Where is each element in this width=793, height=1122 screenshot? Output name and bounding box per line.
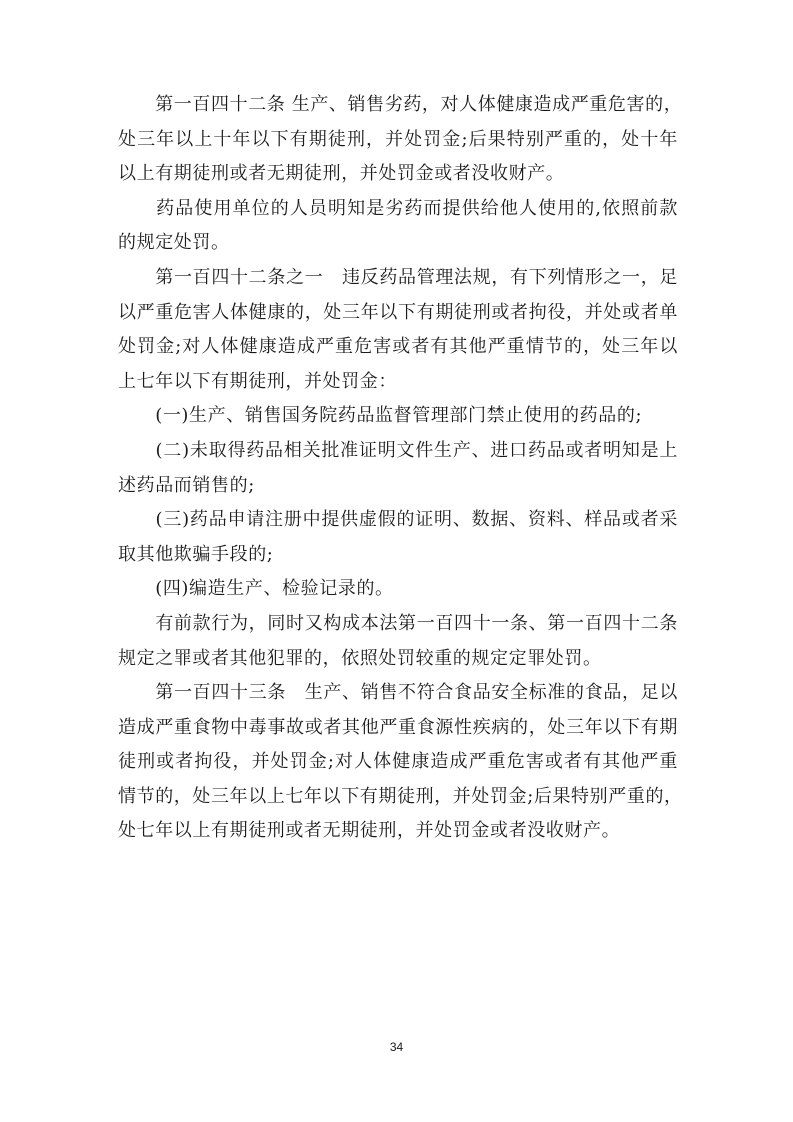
text-line: (四)编造生产、检验记录的。 [118,578,394,600]
text-line: (二)未取得药品相关批准证明文件生产、进口药品或者明知是上 [118,439,678,461]
text-line: 处罚金;对人体健康造成严重危害或者有其他严重情节的，处三年以 [118,336,678,358]
text-line: (一)生产、销售国务院药品监督管理部门禁止使用的药品的; [118,405,643,427]
text-line: 第一百四十二条之一 违反药品管理法规，有下列情形之一，足 [118,266,678,288]
page-number: 34 [389,1040,404,1054]
text-line: 规定之罪或者其他犯罪的，依照处罚较重的规定定罪处罚。 [118,647,602,669]
text-line: 造成严重食物中毒事故或者其他严重食源性疾病的，处三年以下有期 [118,716,678,738]
text-line: 以严重危害人体健康的，处三年以下有期徒刑或者拘役，并处或者单 [118,301,678,323]
text-line: 上七年以下有期徒刑，并处罚金： [118,370,397,392]
text-line: 以上有期徒刑或者无期徒刑，并处罚金或者没收财产。 [118,163,565,185]
text-line: 药品使用单位的人员明知是劣药而提供给他人使用的,依照前款 [118,197,678,219]
text-line: 情节的，处三年以上七年以下有期徒刑，并处罚金;后果特别严重的， [118,785,683,807]
text-line: 第一百四十二条 生产、销售劣药，对人体健康造成严重危害的， [118,94,683,115]
text-line: 徒刑或者拘役，并处罚金;对人体健康造成严重危害或者有其他严重 [118,751,678,773]
text-line: 有前款行为，同时又构成本法第一百四十一条、第一百四十二条 [118,612,678,634]
text-line: 第一百四十三条 生产、销售不符合食品安全标准的食品，足以 [118,682,678,704]
text-line: 的规定处罚。 [118,232,230,254]
text-line: (三)药品申请注册中提供虚假的证明、数据、资料、样品或者采 [118,509,678,531]
text-line: 述药品而销售的; [118,474,255,496]
document-body [118,88,683,849]
text-line: 取其他欺骗手段的; [118,543,274,565]
text-line: 处七年以上有期徒刑或者无期徒刑，并处罚金或者没收财产。 [118,820,621,842]
text-line: 处三年以上十年以下有期徒刑，并处罚金;后果特别严重的，处十年 [118,128,678,150]
